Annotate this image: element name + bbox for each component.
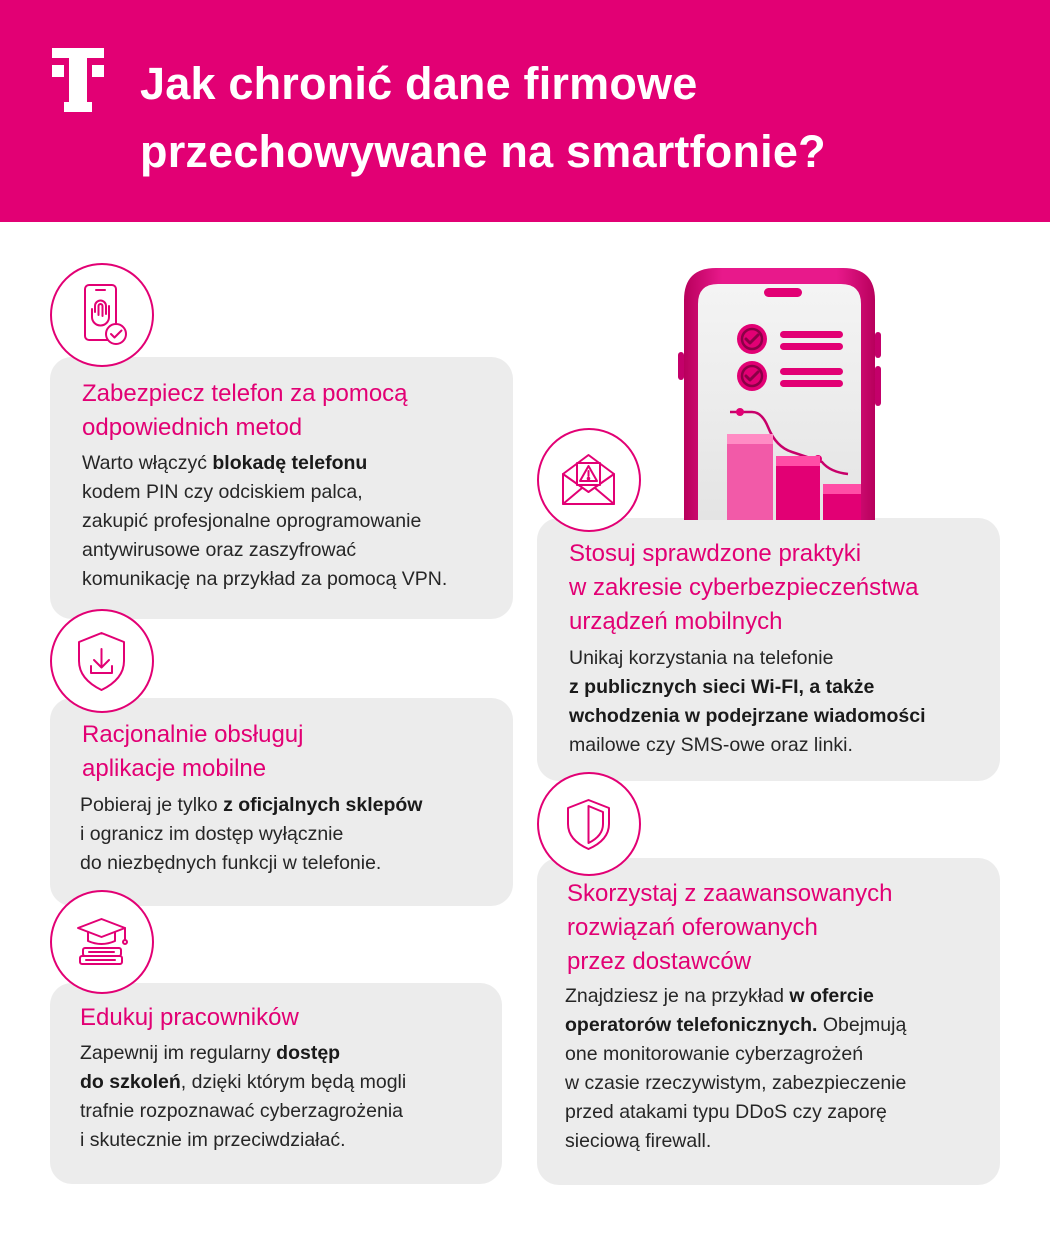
phone-fingerprint-check-icon <box>50 263 154 367</box>
body-text: Zapewnij im regularny <box>80 1042 277 1064</box>
body-text-bold: z publicznych sieci Wi-FI, a także <box>569 676 875 698</box>
body-line <box>80 849 422 878</box>
body-text: i skutecznie im przeciwdziałać. <box>80 1129 346 1151</box>
body-line <box>569 673 925 702</box>
page-title-line-2: przechowywane na smartfonie? <box>140 126 826 177</box>
body-text: do niezbędnych funkcji w telefonie. <box>80 852 382 874</box>
tip-card-educate-staff <box>50 983 502 1184</box>
body-text-bold: dostęp <box>276 1042 341 1064</box>
body-text: sieciową firewall. <box>565 1130 712 1152</box>
body-text-bold: w ofercie <box>789 985 874 1007</box>
tip-card-title: Edukuj pracowników <box>80 1004 299 1031</box>
shield-download-icon <box>50 609 154 713</box>
tip-card-title: Stosuj sprawdzone praktyki w zakresie cyberbezpieczeństwa urządzeń mobilnych <box>569 540 919 635</box>
body-line <box>569 731 925 760</box>
body-text: w czasie rzeczywistym, zabezpieczenie <box>565 1072 907 1094</box>
phone-illustration <box>672 262 887 520</box>
page-title <box>140 50 826 186</box>
body-line <box>80 791 422 820</box>
body-text-bold: wchodzenia w podejrzane wiadomości <box>569 705 926 727</box>
body-line <box>569 644 925 673</box>
header-banner <box>0 0 1050 222</box>
envelope-warning-icon <box>537 428 641 532</box>
body-line <box>565 1069 906 1098</box>
body-line <box>565 982 906 1011</box>
body-text: kodem PIN czy odciskiem palca, <box>82 481 363 503</box>
body-line <box>82 536 447 565</box>
body-line <box>565 1127 906 1156</box>
body-line <box>80 820 422 849</box>
body-text: Unikaj korzystania na telefonie <box>569 647 834 669</box>
body-line <box>80 1126 406 1155</box>
body-line <box>565 1098 906 1127</box>
body-line <box>82 565 447 594</box>
body-line <box>565 1040 906 1069</box>
tip-card-mobile-apps <box>50 698 513 906</box>
body-text: Obejmują <box>817 1014 907 1036</box>
body-line <box>82 449 447 478</box>
body-line <box>80 1097 406 1126</box>
tip-card-title: Zabezpiecz telefon za pomocą odpowiednich metod <box>82 380 408 441</box>
body-line <box>80 1068 406 1097</box>
body-text: one monitorowanie cyberzagrożeń <box>565 1043 864 1065</box>
body-line <box>569 702 925 731</box>
body-line <box>82 478 447 507</box>
body-text: Znajdziesz je na przykład <box>565 985 790 1007</box>
body-text: mailowe czy SMS-owe oraz linki. <box>569 734 853 756</box>
body-text-bold: blokadę telefonu <box>212 452 368 474</box>
tip-card-body <box>80 791 422 878</box>
page-title-line-1: Jak chronić dane firmowe <box>140 58 698 109</box>
body-text: , dzięki którym będą mogli <box>180 1071 407 1093</box>
body-line <box>80 1039 406 1068</box>
body-line <box>565 1011 906 1040</box>
graduation-cap-books-icon <box>50 890 154 994</box>
body-text: Pobieraj je tylko <box>80 794 224 816</box>
body-text: i ogranicz im dostęp wyłącznie <box>80 823 344 845</box>
tip-card-title: Skorzystaj z zaawansowanych rozwiązań oferowanych przez dostawców <box>567 880 893 975</box>
tip-card-cybersecurity-practices <box>537 518 1000 781</box>
tip-card-body <box>569 644 925 760</box>
body-line <box>82 507 447 536</box>
tip-card-title: Racjonalnie obsługuj aplikacje mobilne <box>82 721 304 782</box>
tip-card-secure-phone <box>50 357 513 619</box>
telekom-logo-icon <box>52 48 104 112</box>
body-text: antywirusowe oraz zaszyfrować <box>82 539 357 561</box>
tip-card-body <box>80 1039 406 1155</box>
body-text-bold: z oficjalnych sklepów <box>223 794 423 816</box>
tip-card-body <box>565 982 906 1156</box>
tip-card-vendor-solutions <box>537 858 1000 1185</box>
tip-card-body <box>82 449 447 594</box>
body-text: trafnie rozpoznawać cyberzagrożenia <box>80 1100 404 1122</box>
body-text-bold: do szkoleń <box>80 1071 181 1093</box>
shield-icon <box>537 772 641 876</box>
body-text: komunikację na przykład za pomocą VPN. <box>82 568 448 590</box>
body-text: Warto włączyć <box>82 452 213 474</box>
body-text: zakupić profesjonalne oprogramowanie <box>82 510 422 532</box>
body-text: przed atakami typu DDoS czy zaporę <box>565 1101 887 1123</box>
body-text-bold: operatorów telefonicznych. <box>565 1014 818 1036</box>
